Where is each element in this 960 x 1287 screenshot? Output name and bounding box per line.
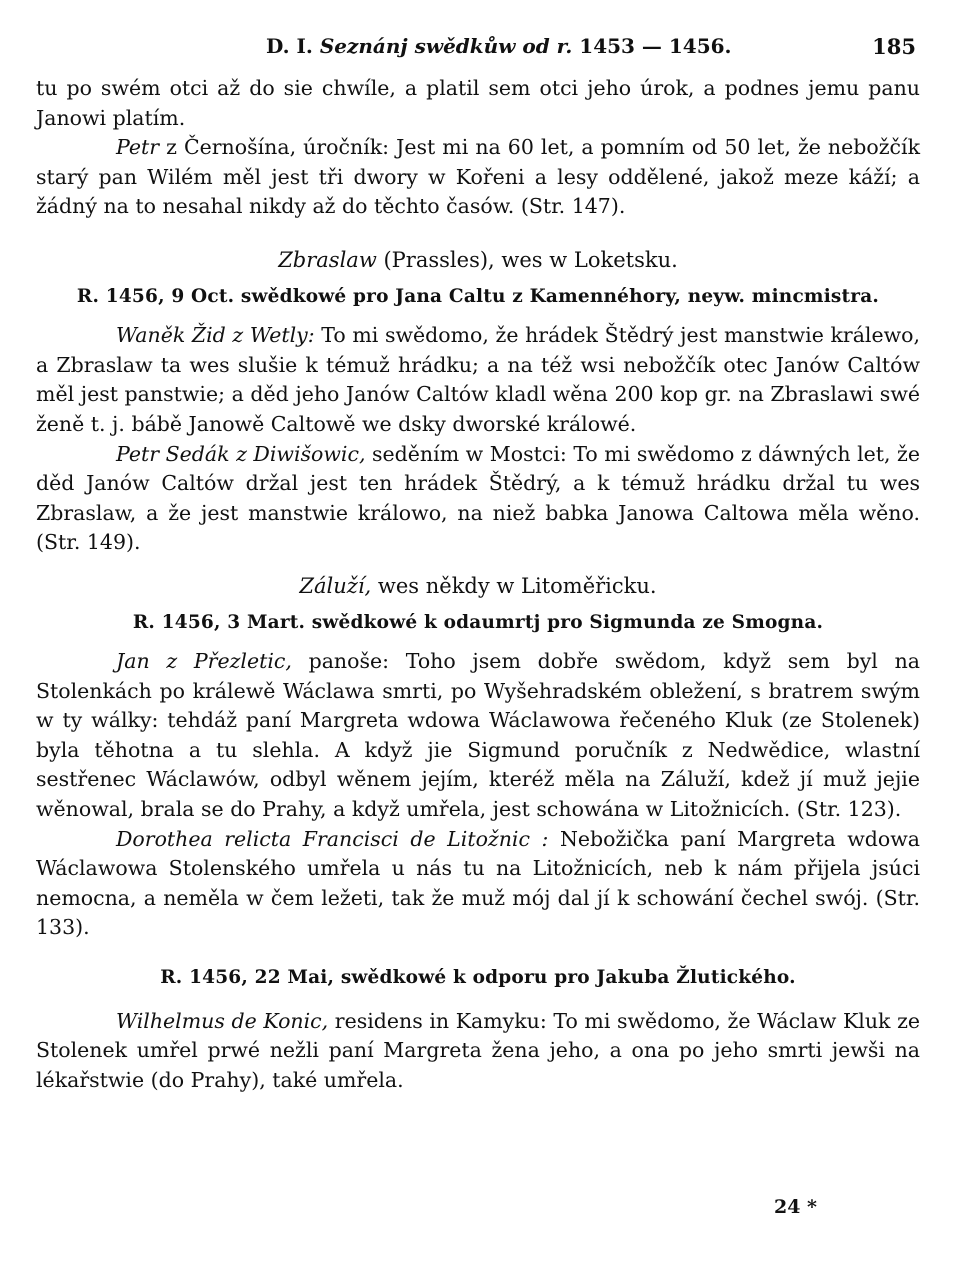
running-head-prefix: D. I. bbox=[266, 34, 313, 58]
date-heading-1456-oct: R. 1456, 9 Oct. swědkowé pro Jana Caltu z Kamennéhory, neyw. mincmistra. bbox=[76, 285, 880, 307]
place-heading-zaluzi bbox=[36, 572, 920, 602]
testimony-text: seděním w Mostci: To mi swědomo z dáwných let, že děd Janów Caltów držal jest ten hrádek Štědrý, a k témuž hrádku držal tu wes Zbraslaw, a že jest manstwie králowo, na niež babka Janowa Caltowa měla wěno. (Str. 149). bbox=[36, 441, 920, 555]
testimony-text: panoše: Toho jsem dobře swědom, když sem byl na Stolenkách po králewě Wáclawa smrti, po Wyšehradském obležení, s bratrem swým w ty wálky: tehdáž paní Margreta wdowa Wáclawowa řečeného Kluk (ze Stolenek) byla těhotna a tu slehla. A když jie Sigmund poručník z Nedwědice, wlastní sestřenec Wáclawów, odbyl wěnem jejím, kteréž měla na Záluží, kdež jí muž jejie wěnowal, brala se do Prahy, a když umřela, jest schowána w Litožnicích. (Str. 123). bbox=[36, 649, 920, 822]
testimony-wilhelmus bbox=[36, 1007, 920, 1096]
page-number: 185 bbox=[872, 34, 916, 59]
page-header bbox=[36, 34, 916, 64]
place-name: Zbraslaw bbox=[278, 247, 377, 272]
testimony-text: z Černošína, úročník: Jest mi na 60 let, a pomním od 50 let, že nebožčík starý pan Wilém měl jest tři dwory w Kořeni a lesy oddělené, jakož meze káží; a žádný na to nesahal nikdy až do těchto časów. (Str. 147). bbox=[36, 135, 920, 219]
testimony-petr-sedak bbox=[36, 440, 920, 558]
speaker-name: Waněk Žid z Wetly: bbox=[116, 323, 315, 348]
testimony-text: Nebožička paní Margreta wdowa Wáclawowa Stolenského umřela u nás tu na Litožnicích, neb k nám přijela jsúci nemocna, a neměla w čem ležeti, tak že muž mój dal jí k schowání čechel swój. (Str. 133). bbox=[36, 826, 920, 940]
page-body bbox=[36, 74, 920, 1095]
running-head bbox=[266, 34, 732, 58]
testimony-text: To mi swědomo, že hrádek Štědrý jest manstwie králewo, a Zbraslaw ta wes slušie k témuž hrádku; a na též wsi nebožčík otec Janów Caltów měl jest panstwie; a děd jeho Janów Caltów kladl wěna 200 kop gr. na Zbraslawi swé ženě t. j. bábě Janowě Caltowě we dsky dworské králowé. bbox=[36, 323, 921, 436]
signature-mark: 24 * bbox=[774, 1196, 817, 1218]
testimony-dorothea bbox=[36, 825, 920, 943]
place-description: (Prassles), wes w Loketsku. bbox=[376, 247, 678, 272]
date-heading-1456-mart: R. 1456, 3 Mart. swědkowé k odaumrtj pro Sigmunda ze Smogna. bbox=[132, 611, 824, 633]
speaker-name: Wilhelmus de Konic, bbox=[116, 1008, 329, 1033]
speaker-name: Jan z Přezletic, bbox=[116, 649, 292, 674]
speaker-name: Dorothea relicta Francisci de Litožnic : bbox=[116, 826, 549, 851]
speaker-name: Petr bbox=[116, 135, 160, 160]
date-heading-1456-mai: R. 1456, 22 Mai, swědkowé k odporu pro Jakuba Žlutického. bbox=[160, 967, 796, 989]
testimony-petr-cernosin bbox=[36, 133, 920, 222]
running-head-title: Seznánj swědkůw od r. bbox=[319, 34, 573, 58]
running-head-years: 1453 — 1456. bbox=[579, 34, 732, 58]
place-heading-zbraslaw bbox=[36, 246, 920, 276]
speaker-name: Petr Sedák z Diwišowic, bbox=[116, 441, 366, 466]
paragraph-continuation: tu po swém otci až do sie chwíle, a platil sem otci jeho úrok, a podnes jemu panu Janowi platím. bbox=[36, 76, 920, 130]
testimony-jan-prezletic bbox=[36, 647, 920, 825]
testimony-wanek bbox=[36, 321, 920, 439]
place-name: Záluží, bbox=[299, 573, 372, 598]
testimony-text: residens in Kamyku: To mi swědomo, že Wáclaw Kluk ze Stolenek umřel prwé nežli paní Margreta žena jeho, a ona po jeho smrti jewši na lékařstwie (do Prahy), také umřela. bbox=[36, 1008, 920, 1092]
place-description: wes někdy w Litoměřicku. bbox=[371, 573, 657, 598]
